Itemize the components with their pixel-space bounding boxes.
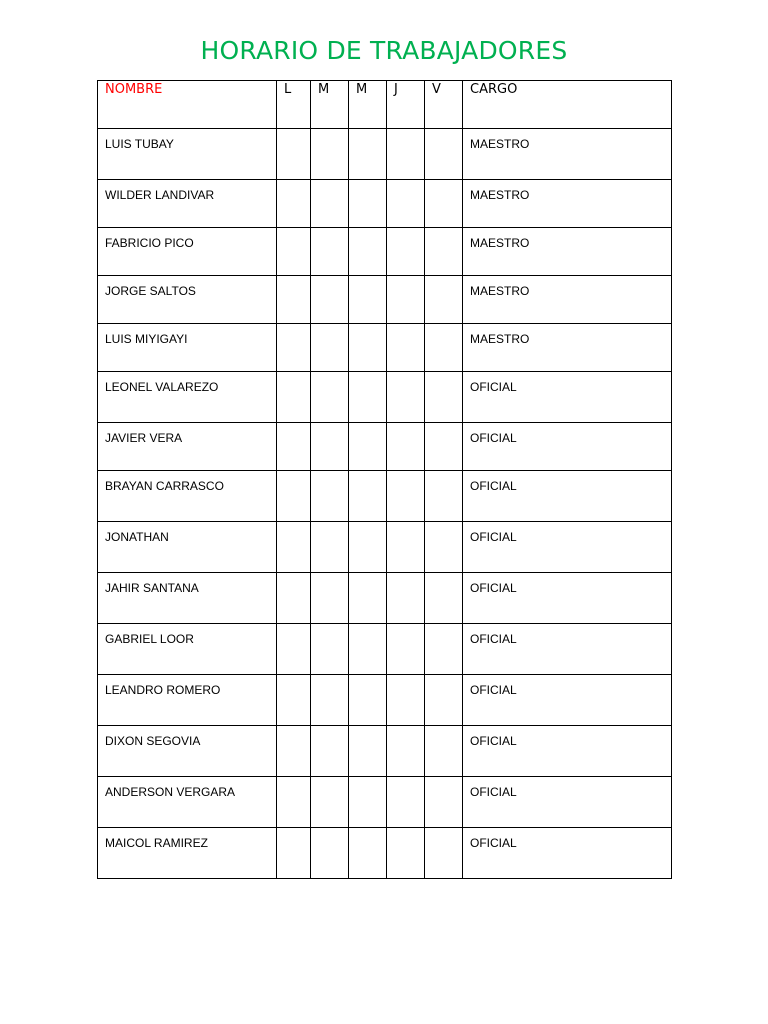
day-cell-mon <box>277 129 311 180</box>
day-cell-fri <box>425 228 463 276</box>
day-cell-tue <box>311 228 349 276</box>
day-cell-wed <box>349 828 387 879</box>
day-cell-wed <box>349 777 387 828</box>
day-cell-mon <box>277 372 311 423</box>
day-cell-thu <box>387 726 425 777</box>
worker-role: MAESTRO <box>463 324 672 372</box>
day-cell-wed <box>349 129 387 180</box>
table-row <box>98 471 672 522</box>
day-cell-wed <box>349 228 387 276</box>
day-cell-thu <box>387 777 425 828</box>
worker-name: JAHIR SANTANA <box>98 573 277 624</box>
worker-name: ANDERSON VERGARA <box>98 777 277 828</box>
table-row <box>98 228 672 276</box>
day-cell-wed <box>349 180 387 228</box>
day-cell-tue <box>311 372 349 423</box>
day-cell-mon <box>277 624 311 675</box>
day-cell-fri <box>425 675 463 726</box>
worker-role: OFICIAL <box>463 423 672 471</box>
day-cell-thu <box>387 228 425 276</box>
day-cell-tue <box>311 624 349 675</box>
day-cell-wed <box>349 423 387 471</box>
header-day-fri: V <box>425 81 463 129</box>
table-row <box>98 675 672 726</box>
day-cell-fri <box>425 726 463 777</box>
day-cell-tue <box>311 675 349 726</box>
page-title: HORARIO DE TRABAJADORES <box>200 36 568 65</box>
day-cell-tue <box>311 324 349 372</box>
worker-name: LEONEL VALAREZO <box>98 372 277 423</box>
worker-role: OFICIAL <box>463 471 672 522</box>
worker-role: OFICIAL <box>463 675 672 726</box>
day-cell-mon <box>277 228 311 276</box>
day-cell-thu <box>387 423 425 471</box>
day-cell-thu <box>387 372 425 423</box>
worker-name: LUIS TUBAY <box>98 129 277 180</box>
day-cell-tue <box>311 129 349 180</box>
table-row <box>98 276 672 324</box>
table-row <box>98 777 672 828</box>
day-cell-fri <box>425 276 463 324</box>
worker-name: WILDER LANDIVAR <box>98 180 277 228</box>
day-cell-mon <box>277 675 311 726</box>
worker-name: FABRICIO PICO <box>98 228 277 276</box>
day-cell-fri <box>425 777 463 828</box>
header-name: NOMBRE <box>98 81 277 129</box>
worker-role: MAESTRO <box>463 276 672 324</box>
worker-role: OFICIAL <box>463 624 672 675</box>
day-cell-tue <box>311 573 349 624</box>
day-cell-fri <box>425 423 463 471</box>
worker-role: MAESTRO <box>463 129 672 180</box>
table-row <box>98 180 672 228</box>
day-cell-fri <box>425 324 463 372</box>
header-row <box>98 81 672 129</box>
worker-name: MAICOL RAMIREZ <box>98 828 277 879</box>
header-day-wed: M <box>349 81 387 129</box>
worker-role: MAESTRO <box>463 228 672 276</box>
worker-name: BRAYAN CARRASCO <box>98 471 277 522</box>
day-cell-thu <box>387 522 425 573</box>
table-row <box>98 129 672 180</box>
day-cell-fri <box>425 372 463 423</box>
day-cell-thu <box>387 675 425 726</box>
day-cell-mon <box>277 522 311 573</box>
worker-name: JAVIER VERA <box>98 423 277 471</box>
day-cell-tue <box>311 471 349 522</box>
day-cell-fri <box>425 471 463 522</box>
table-row <box>98 726 672 777</box>
worker-name: GABRIEL LOOR <box>98 624 277 675</box>
day-cell-wed <box>349 522 387 573</box>
day-cell-mon <box>277 726 311 777</box>
worker-role: OFICIAL <box>463 372 672 423</box>
day-cell-wed <box>349 573 387 624</box>
day-cell-thu <box>387 471 425 522</box>
day-cell-fri <box>425 624 463 675</box>
day-cell-fri <box>425 573 463 624</box>
table-row <box>98 372 672 423</box>
day-cell-thu <box>387 129 425 180</box>
worker-name: JONATHAN <box>98 522 277 573</box>
day-cell-thu <box>387 573 425 624</box>
worker-name: LEANDRO ROMERO <box>98 675 277 726</box>
worker-role: OFICIAL <box>463 726 672 777</box>
worker-name: LUIS MIYIGAYI <box>98 324 277 372</box>
day-cell-mon <box>277 573 311 624</box>
worker-role: OFICIAL <box>463 573 672 624</box>
day-cell-wed <box>349 324 387 372</box>
day-cell-wed <box>349 675 387 726</box>
day-cell-tue <box>311 276 349 324</box>
worker-role: OFICIAL <box>463 522 672 573</box>
day-cell-tue <box>311 180 349 228</box>
table-row <box>98 828 672 879</box>
day-cell-thu <box>387 180 425 228</box>
day-cell-fri <box>425 828 463 879</box>
table-row <box>98 324 672 372</box>
day-cell-mon <box>277 828 311 879</box>
day-cell-mon <box>277 471 311 522</box>
day-cell-mon <box>277 777 311 828</box>
day-cell-fri <box>425 180 463 228</box>
header-role: CARGO <box>463 81 672 129</box>
worker-name: DIXON SEGOVIA <box>98 726 277 777</box>
day-cell-mon <box>277 423 311 471</box>
table-row <box>98 522 672 573</box>
header-day-tue: M <box>311 81 349 129</box>
schedule-table <box>97 80 672 879</box>
header-day-thu: J <box>387 81 425 129</box>
day-cell-thu <box>387 276 425 324</box>
day-cell-thu <box>387 828 425 879</box>
day-cell-mon <box>277 180 311 228</box>
day-cell-tue <box>311 423 349 471</box>
day-cell-wed <box>349 276 387 324</box>
worker-role: MAESTRO <box>463 180 672 228</box>
header-day-mon: L <box>277 81 311 129</box>
day-cell-thu <box>387 324 425 372</box>
day-cell-wed <box>349 471 387 522</box>
day-cell-mon <box>277 324 311 372</box>
table-row <box>98 573 672 624</box>
day-cell-wed <box>349 726 387 777</box>
day-cell-tue <box>311 522 349 573</box>
day-cell-tue <box>311 777 349 828</box>
worker-name: JORGE SALTOS <box>98 276 277 324</box>
day-cell-tue <box>311 726 349 777</box>
worker-role: OFICIAL <box>463 828 672 879</box>
day-cell-mon <box>277 276 311 324</box>
day-cell-fri <box>425 522 463 573</box>
table-row <box>98 624 672 675</box>
day-cell-fri <box>425 129 463 180</box>
day-cell-wed <box>349 624 387 675</box>
table-row <box>98 423 672 471</box>
day-cell-wed <box>349 372 387 423</box>
worker-role: OFICIAL <box>463 777 672 828</box>
day-cell-tue <box>311 828 349 879</box>
day-cell-thu <box>387 624 425 675</box>
